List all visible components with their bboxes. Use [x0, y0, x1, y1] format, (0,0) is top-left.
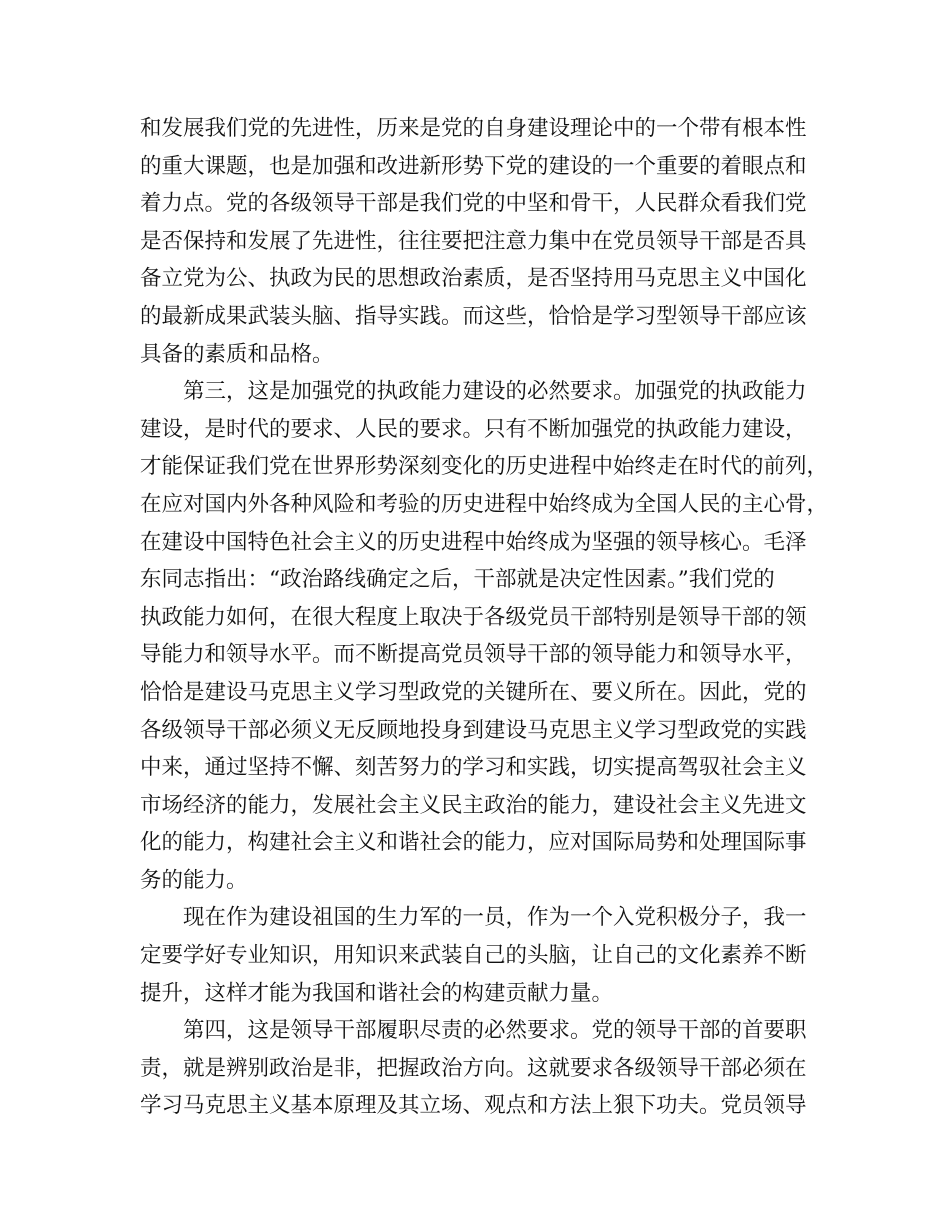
text-line: 在建设中国特色社会主义的历史进程中始终成为坚强的领导核心。毛泽: [140, 529, 807, 555]
text-line: 化的能力，构建社会主义和谐社会的能力，应对国际局势和处理国际事: [140, 830, 807, 856]
text-line: 责，就是辨别政治是非，把握政治方向。这就要求各级领导干部必须在: [140, 1055, 807, 1081]
text-line: 第四，这是领导干部履职尽责的必然要求。党的领导干部的首要职: [140, 1018, 807, 1044]
text-line: 是否保持和发展了先进性，往往要把注意力集中在党员领导干部是否具: [140, 228, 807, 254]
text-line: 提升，这样才能为我国和谐社会的构建贡献力量。: [140, 980, 614, 1006]
body-text: [140, 110, 829, 1125]
text-line: 备立党为公、执政为民的思想政治素质，是否坚持用马克思主义中国化: [140, 266, 807, 292]
text-line: 具备的素质和品格。: [140, 341, 334, 367]
text-line: 学习马克思主义基本原理及其立场、观点和方法上狠下功夫。党员领导: [140, 1093, 807, 1119]
text-line: 的最新成果武装头脑、指导实践。而这些，恰恰是学习型领导干部应该: [140, 303, 807, 329]
text-line: 恰恰是建设马克思主义学习型政党的关键所在、要义所在。因此，党的: [140, 679, 807, 705]
text-line: 着力点。党的各级领导干部是我们党的中坚和骨干，人民群众看我们党: [140, 191, 807, 217]
text-line: 定要学好专业知识，用知识来武装自己的头脑，让自己的文化素养不断: [140, 943, 807, 969]
text-line: 现在作为建设祖国的生力军的一员，作为一个入党积极分子，我一: [140, 905, 807, 931]
text-line: 务的能力。: [140, 867, 248, 893]
text-line: 第三，这是加强党的执政能力建设的必然要求。加强党的执政能力: [140, 379, 807, 405]
text-line: 和发展我们党的先进性，历来是党的自身建设理论中的一个带有根本性: [140, 116, 807, 141]
text-line: 才能保证我们党在世界形势深刻变化的历史进程中始终走在时代的前列，: [140, 454, 829, 480]
text-line: 市场经济的能力，发展社会主义民主政治的能力，建设社会主义先进文: [140, 792, 807, 818]
text-line: 各级领导干部必须义无反顾地投身到建设马克思主义学习型政党的实践: [140, 717, 807, 743]
text-line: 东同志指出：“政治路线确定之后，干部就是决定性因素。”我们党的: [140, 567, 775, 593]
text-line: 建设，是时代的要求、人民的要求。只有不断加强党的执政能力建设，: [140, 416, 807, 442]
text-line: 中来，通过坚持不懈、刻苦努力的学习和实践，切实提高驾驭社会主义: [140, 755, 807, 781]
text-line: 导能力和领导水平。而不断提高党员领导干部的领导能力和领导水平，: [140, 642, 807, 668]
text-line: 在应对国内外各种风险和考验的历史进程中始终成为全国人民的主心骨，: [140, 491, 829, 517]
text-line: 的重大课题，也是加强和改进新形势下党的建设的一个重要的着眼点和: [140, 153, 807, 179]
text-line: 执政能力如何，在很大程度上取决于各级党员干部特别是领导干部的领: [140, 604, 807, 630]
